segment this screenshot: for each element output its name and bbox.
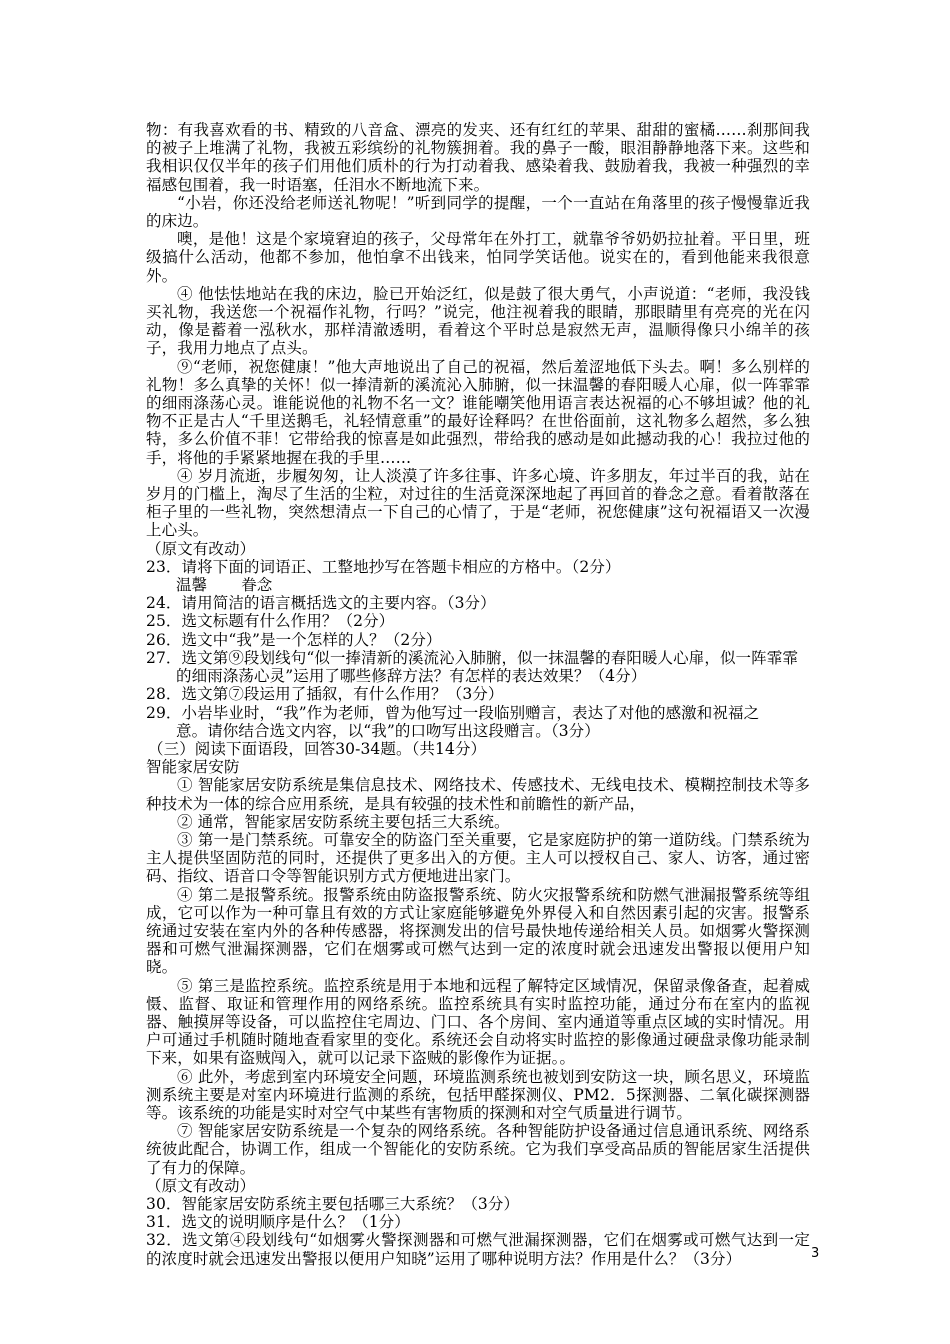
article-paragraph: ③ 第一是门禁系统。可靠安全的防盗门至关重要，它是家庭防护的第一道防线。门禁系统为主人提供坚固防范的同时，还提供了更多出入的方便。主人可以授权自己、家人、访客，通过密码、指纹、语音口令等智能识别方式方便地进出家门。 <box>146 830 810 886</box>
article-paragraph: ① 智能家居安防系统是集信息技术、网络技术、传感技术、无线电技术、模糊控制技术等多种技术为一体的综合应用系统，是具有较强的技术性和前瞻性的新产品， <box>146 776 810 813</box>
article-paragraph: ⑦ 智能家居安防系统是一个复杂的网络系统。各种智能防护设备通过信息通讯系统、网络系统彼此配合，协调工作，组成一个智能化的安防系统。它为我们享受高品质的智能居家生活提供了有力的保障。 <box>146 1122 810 1177</box>
passage-paragraph: “小岩，你还没给老师送礼物呢！”听到同学的提醒，一个一直站在角落里的孩子慢慢靠近我的床边。 <box>146 193 810 231</box>
article-title: 智能家居安防 <box>146 758 240 777</box>
page-number: 3 <box>811 1246 820 1261</box>
passage-paragraph: ④ 岁月流逝，步履匆匆，让人淡漠了许多往事、许多心境、许多朋友，年过半百的我，站在岁月的门槛上，淘尽了生活的尘粒，对过往的生活竟深深地起了再回首的眷念之意。看着散落在柜子里的一些礼物，突然想清点一下自己的心情了，于是“老师，祝您健康”这句祝福语又一次漫上心头。 <box>146 466 810 540</box>
copy-word: 眷念 <box>241 576 273 595</box>
question-32: 32．选文第④段划线句“如烟雾火警探测器和可燃气泄漏探测器，它们在烟雾或可燃气达到一定的浓度时就会迅速发出警报以便用户知晓”运用了哪种说明方法？作用是什么？（3分） <box>146 1231 810 1268</box>
question-23: 23．请将下面的词语正、工整地抄写在答题卡相应的方格中。（2分） <box>146 557 621 576</box>
question-28: 28．选文第⑦段运用了插叙，有什么作用？（3分） <box>146 685 504 704</box>
article-paragraph: ② 通常，智能家居安防系统主要包括三大系统。 <box>177 812 510 831</box>
question-31: 31．选文的说明顺序是什么？（1分） <box>146 1213 410 1232</box>
passage-paragraph: ④ 他怯怯地站在我的床边，脸已开始泛红，似是鼓了很大勇气，小声说道：“老师，我没钱买礼物，我送您一个祝福作礼物，行吗？”说完，他注视着我的眼睛，那眼睛里有亮亮的光在闪动，像是蓄着一泓秋水，那样清澈透明，看着这个平时总是寂然无声，温顺得像只小绵羊的孩子，我用力地点了点头。 <box>146 284 810 358</box>
question-30: 30．智能家居安防系统主要包括哪三大系统？（3分） <box>146 1194 520 1213</box>
article-paragraph: ⑥ 此外，考虑到室内环境安全问题，环境监测系统也被划到安防这一块，顾名思义，环境监测系统主要是对室内环境进行监测的系统，包括甲醛探测仪、PM2．5探测器、二氧化碳探测器等。该系统的功能是实时对空气中某些有害物质的探测和对空气质量进行调节。 <box>146 1067 810 1122</box>
question-29: 29．小岩毕业时，“我”作为老师，曾为他写过一段临别赠言，表达了对他的感激和祝福之 <box>146 703 760 722</box>
page-content <box>146 121 810 1268</box>
question-26: 26．选文中“我”是一个怎样的人？（2分） <box>146 630 442 649</box>
article-paragraph: ④ 第二是报警系统。报警系统由防盗报警系统、防火灾报警系统和防燃气泄漏报警系统等组成，它可以作为一种可靠且有效的方式让家庭能够避免外界侵入和自然因素引起的灾害。报警系统通过安装在室内外的各种传感器，将探测发出的信号最快地传递给相关人员。如烟雾火警探测器和可燃气泄漏探测器，它们在烟雾或可燃气达到一定的浓度时就会迅速发出警报以便用户知晓。 <box>146 885 810 977</box>
article-paragraph: ⑤ 第三是监控系统。监控系统是用于本地和远程了解特定区域情况，保留录像备查，起着威慑、监督、取证和管理作用的网络系统。监控系统具有实时监控功能，通过分布在室内的监视器、触摸屏等设备，可以监控住宅周边、门口、各个房间、室内通道等重点区域的实时情况。用户可通过手机随时随地查看家里的变化。系统还会自动将实时监控的影像通过硬盘录像功能录制下来，如果有盗贼闯入，就可以记录下盗贼的影像作为证据。。 <box>146 976 810 1068</box>
source-note: （原文有改动） <box>146 539 256 558</box>
section-heading: （三）阅读下面语段，回答30-34题。（共14分） <box>148 739 487 758</box>
question-25: 25．选文标题有什么作用？（2分） <box>146 612 395 631</box>
passage-paragraph: 噢，是他！这是个家境窘迫的孩子，父母常年在外打工，就靠爷爷奶奶拉扯着。平日里，班级搞什么活动，他都不参加，他怕拿不出钱来，怕同学笑话他。说实在的，看到他能来我很意外。 <box>146 230 810 285</box>
copy-words <box>146 576 810 594</box>
question-24: 24．请用简洁的语言概括选文的主要内容。（3分） <box>146 594 496 613</box>
question-29-continued: 意。请你结合选文内容，以“我”的口吻写出这段赠言。（3分） <box>176 721 600 740</box>
passage-paragraph: 物：有我喜欢看的书、精致的八音盒、漂亮的发夹、还有红红的苹果、甜甜的蜜橘……刹那间我的被子上堆满了礼物，我被五彩缤纷的礼物簇拥着。我的鼻子一酸，眼泪静静地落下来。这些和我相识仅仅半年的孩子们用他们质朴的行为打动着我、感染着我、鼓励着我，我被一种强烈的幸福感包围着，我一时语塞，任泪水不断地流下来。 <box>146 121 810 194</box>
source-note: （原文有改动） <box>146 1176 256 1195</box>
copy-word: 温馨 <box>176 576 208 595</box>
passage-paragraph: ⑨“老师，祝您健康！”他大声地说出了自己的祝福，然后羞涩地低下头去。啊！多么别样的礼物！多么真挚的关怀！似一捧清新的溪流沁入肺腑，似一抹温馨的春阳暖人心扉，似一阵霏霏的细雨涤荡心灵。谁能说他的礼物不名一文？谁能嘲笑他用语言表达祝福的心不够坦诚？他的礼物不正是古人“千里送鹅毛，礼轻情意重”的最好诠释吗？在世俗面前，这礼物多么超然，多么独特，多么价值不菲！它带给我的惊喜是如此强烈，带给我的感动是如此撼动我的心！我拉过他的手，将他的手紧紧地握在我的手里…… <box>146 357 810 467</box>
question-27: 27．选文第⑨段划线句“似一捧清新的溪流沁入肺腑，似一抹温馨的春阳暖人心扉，似一阵霏霏的细雨涤荡心灵”运用了哪些修辞方法？有怎样的表达效果？（4分） <box>146 648 798 686</box>
